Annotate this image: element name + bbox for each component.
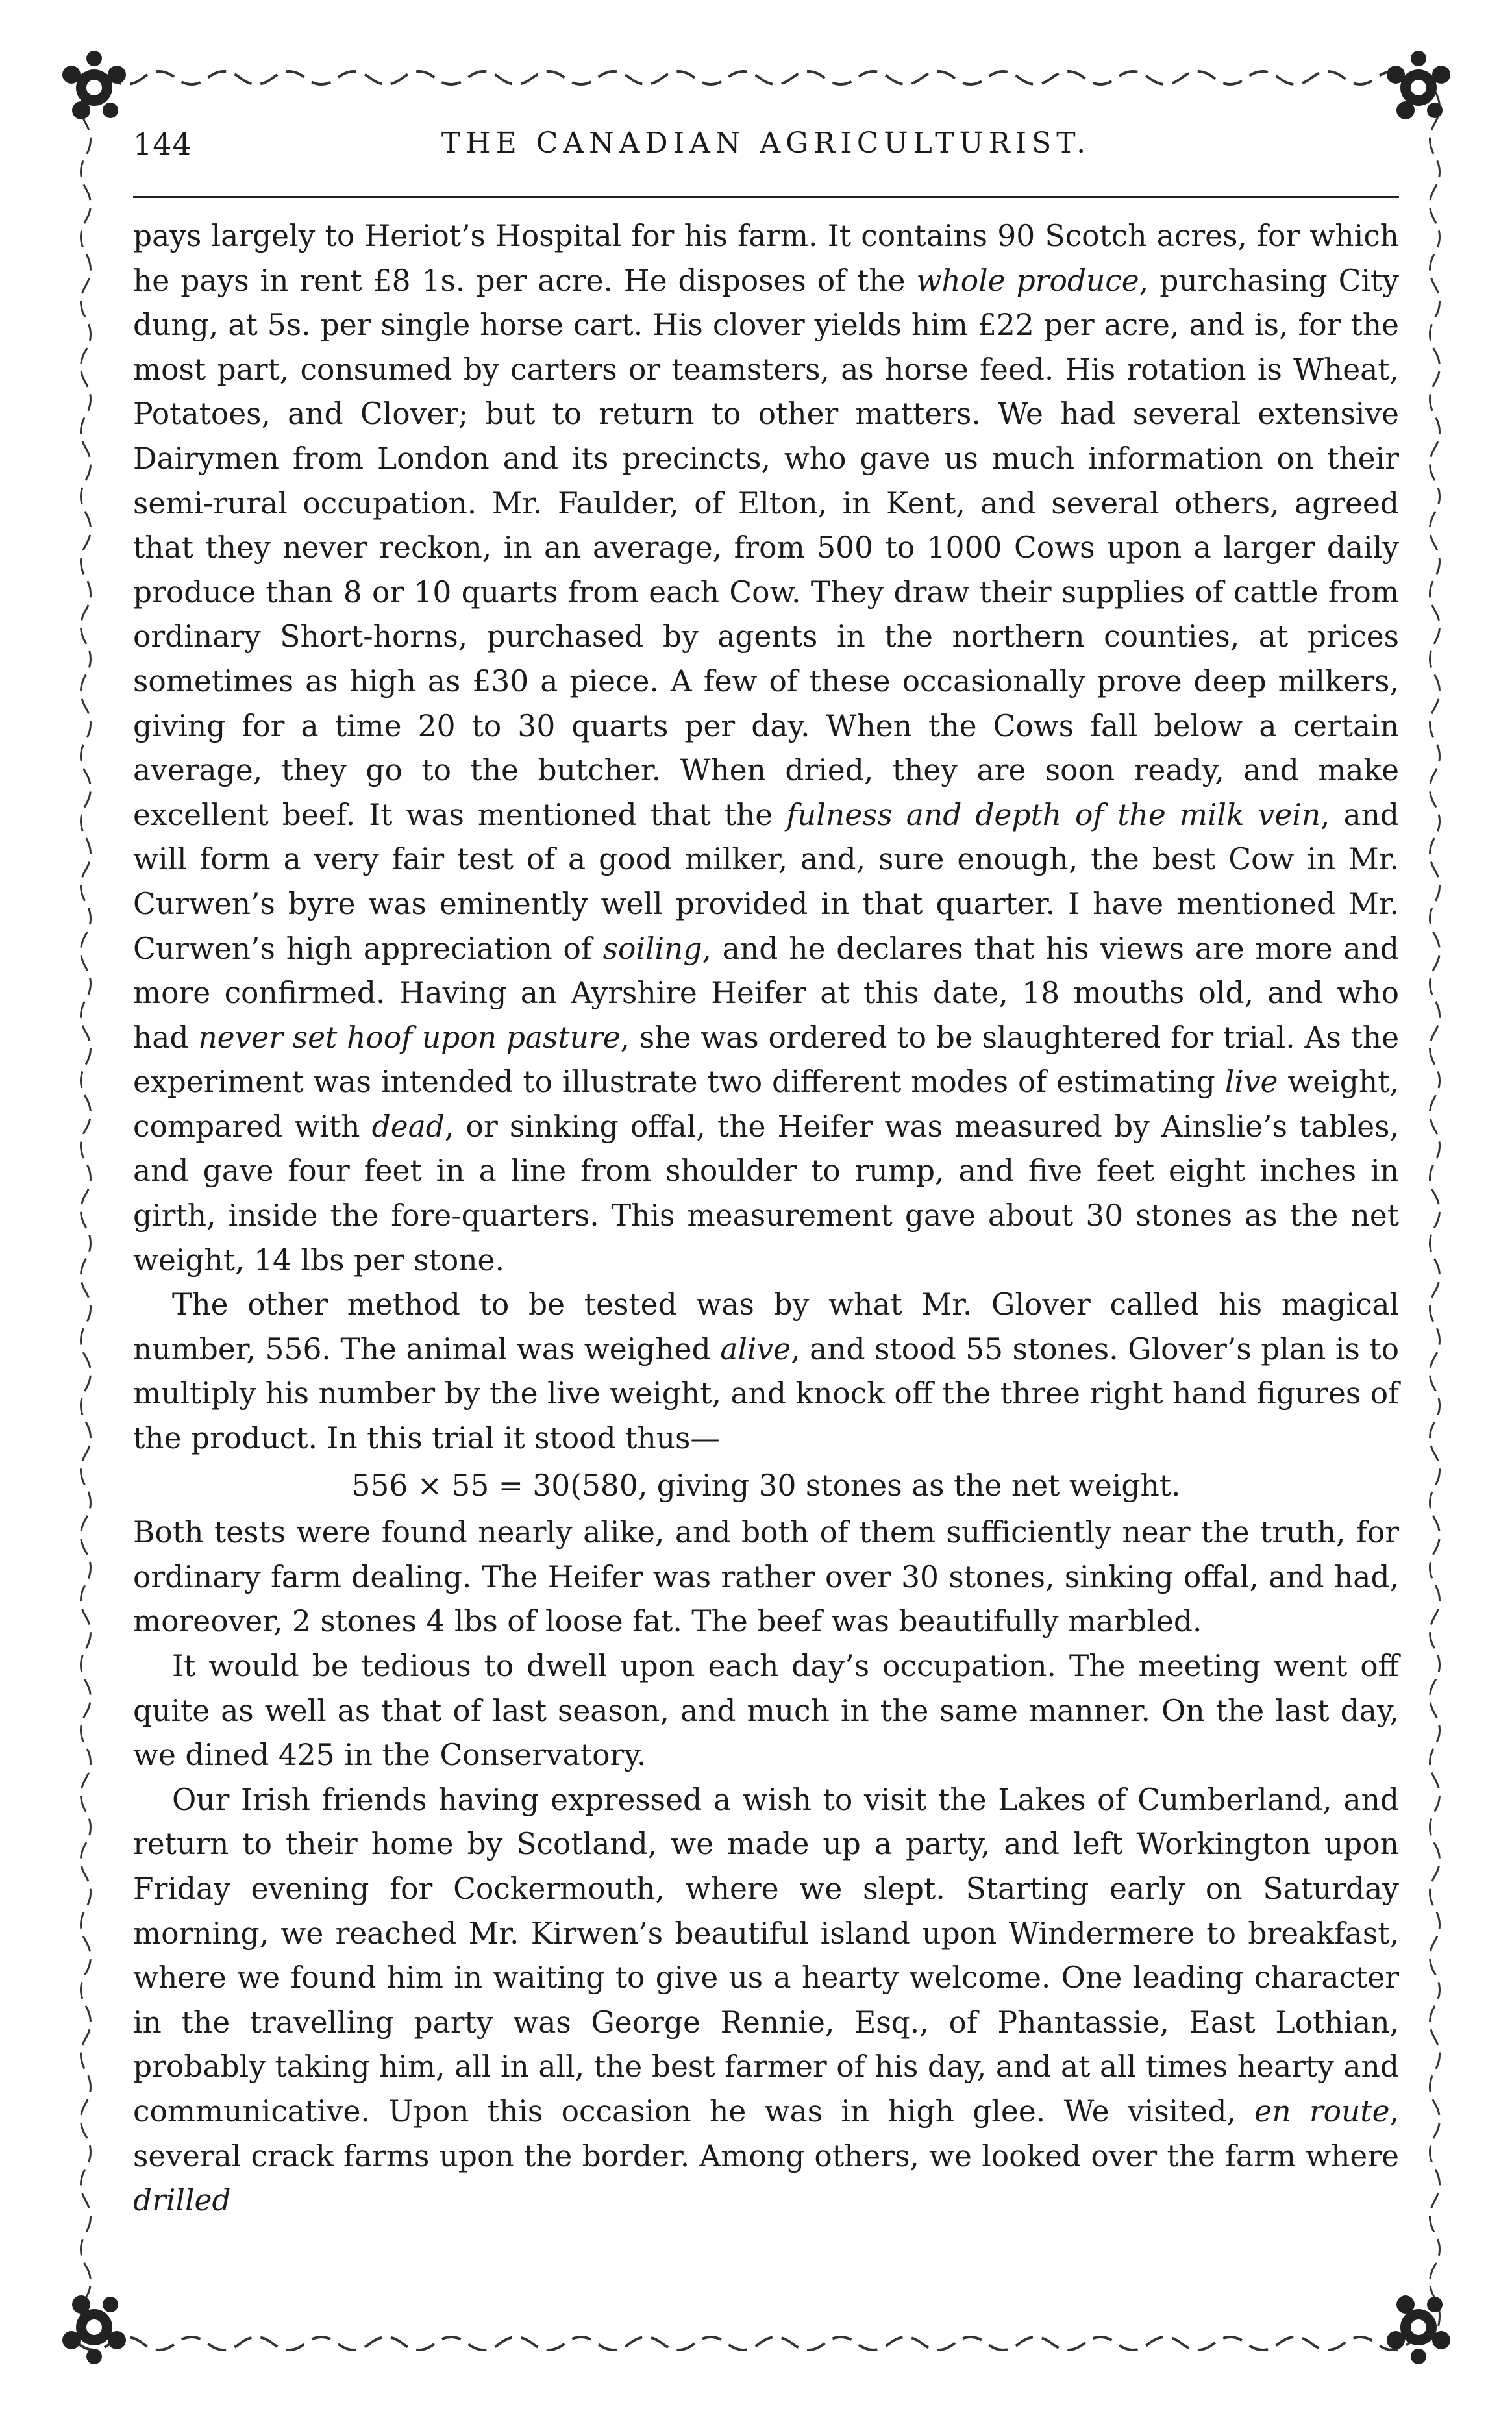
text-run: Our Irish friends having expressed a wish to visit the Lakes of Cumberland, and return to their home by Scotland, we made up a party, and left Workington upon Friday evening for Cockermouth, where we slept. Starting early on Saturday morning, we reached Mr. Kirwen’s beautiful island upon Windermere to breakfast, where we found him in waiting to give us a hearty welcome. One leading character in the travelling party was George Rennie, Esq., of Phantassie, East Lothian, probably taking him, all in all, the best farmer of his day, and at all times hearty and communicative. Upon this occasion he was in high glee. We visited, [133, 1782, 1399, 2129]
italic-text: dead [371, 1109, 445, 1144]
text-run: , and he declares that his views are more and more confirmed. Having an Ayrshire Heifer at this date, 18 mouths old, and who had [133, 931, 1400, 1055]
corner-ornament-top-right [1370, 39, 1467, 136]
text-run: The other method to be tested was by what Mr. Glover called his magical number, 556. The animal was weighed [133, 1287, 1399, 1366]
text-run: , she was ordered to be slaughtered for trial. As the experiment was intended to illustrate two different modes of estimating [133, 1020, 1399, 1100]
italic-text: soiling [602, 931, 702, 966]
italic-text: fulness and depth of the milk vein [786, 797, 1321, 832]
text-run: 556 × 55 = 30(580, giving 30 stones as the net weight. [351, 1468, 1181, 1503]
italic-text: alive [720, 1331, 791, 1366]
ornamental-border-left [73, 91, 99, 2337]
equation-line [133, 1464, 1399, 1509]
header-rule [133, 196, 1399, 198]
corner-ornament-top-left [45, 39, 143, 136]
text-run: pays largely to Heriot’s Hospital for his farm. It contains 90 Scotch acres, for which he pays in rent £8 1s. per acre. He disposes of the [133, 219, 1399, 298]
ornamental-border-right [1422, 91, 1448, 2337]
text-run: , purchasing City dung, at 5s. per single horse cart. His clover yields him £22 per acre, and is, for the most part, consumed by carters or teamsters, as horse feed. His rotation is Wheat, Potatoes, and Clover; but to return to other matters. We had several extensive Dairymen from London and its precincts, who gave us much information on their semi-rural occupation. Mr. Faulder, of Elton, in Kent, and several others, agreed that they never reckon, in an average, from 500 to 1000 Cows upon a larger daily produce than 8 or 10 quarts from each Cow. They draw their supplies of cattle from ordinary Short-horns, purchased by agents in the northern counties, at prices sometimes as high as £30 a piece. A few of these occasionally prove deep milkers, giving for a time 20 to 30 quarts per day. When the Cows fall below a certain average, they go to the butcher. When dried, they are soon ready, and make excellent beef. It was mentioned that the [133, 263, 1399, 832]
paragraph [133, 214, 1399, 1283]
text-run: Both tests were found nearly alike, and both of them sufficiently near the truth, for ordinary farm dealing. The Heifer was rather over 30 stones, sinking offal, and had, moreover, 2 stones 4 lbs of loose fat. The beef was beautifully marbled. [133, 1515, 1399, 1639]
paragraph [133, 1283, 1399, 1461]
text-run: It would be tedious to dwell upon each day’s occupation. The meeting went off quite as well as that of last season, and much in the same manner. On the last day, we dined 425 in the Conservatory. [133, 1649, 1399, 1773]
article-body [133, 214, 1399, 2223]
page-number: 144 [133, 127, 192, 162]
paragraph [133, 1778, 1399, 2223]
corner-ornament-bottom-left [45, 2279, 143, 2376]
text-run: weight, compared with [133, 1065, 1399, 1144]
paragraph [133, 1511, 1399, 1644]
text-run: , several crack farms upon the border. Among others, we looked over the farm where [133, 2094, 1399, 2173]
ornamental-border-top [78, 58, 1441, 97]
italic-text: drilled [133, 2183, 231, 2218]
italic-text: never set hoof upon pasture [198, 1020, 621, 1055]
italic-text: whole produce [916, 263, 1139, 298]
ornamental-border-bottom [78, 2324, 1441, 2363]
paragraph [133, 1644, 1399, 1778]
running-head [133, 127, 1399, 166]
italic-text: live [1224, 1065, 1278, 1100]
journal-title: THE CANADIAN AGRICULTURIST. [441, 127, 1091, 160]
corner-ornament-bottom-right [1370, 2279, 1467, 2376]
italic-text: en route [1254, 2094, 1390, 2129]
text-run: , or sinking offal, the Heifer was measured by Ainslie’s tables, and gave four feet in a line from shoulder to rump, and five feet eight inches in girth, inside the fore-quarters. This measurement gave about 30 stones as the net weight, 14 lbs per stone. [133, 1109, 1399, 1278]
text-run: , and will form a very fair test of a good milker, and, sure enough, the best Cow in Mr. Curwen’s byre was eminently well provided in that quarter. I have mentioned Mr. Curwen’s high appreciation of [133, 797, 1400, 966]
text-run: , and stood 55 stones. Glover’s plan is to multiply his number by the live weight, and knock off the three right hand figures of the product. In this trial it stood thus— [133, 1331, 1399, 1456]
